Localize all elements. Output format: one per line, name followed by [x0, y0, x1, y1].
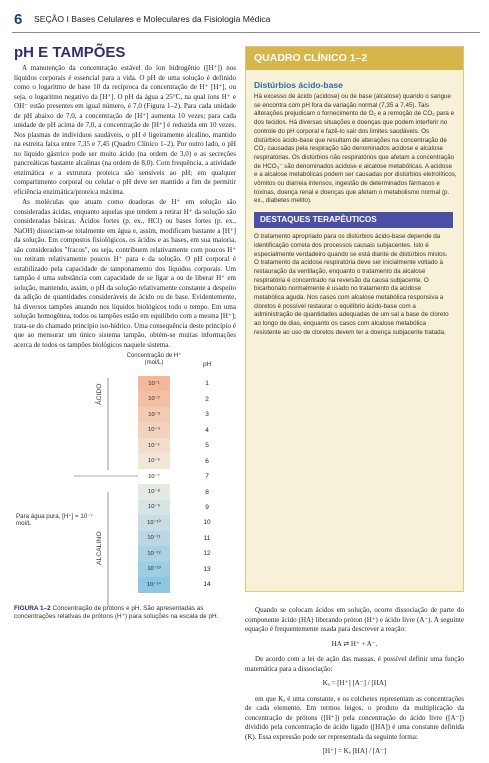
therapy-text: O tratamento apropriado para os distúrbios ácido-base depende da identificação correta dos processos causais subjacentes. Isto é especialmente verdadeiro quando se está diante de distúrbios mistos. O tratamento da acidose respiratória deve ser inicialmente voltado à restauração da ventilação, enquanto o tratamento da alcalose respiratória é concentrado na reversão da causa subjacente. O bicarbonato normalmente é usado no tratamento da acidose metabólica aguda. Nos casos com alcalose metabólica responsiva a cloretos é possível restaurar o equilíbrio ácido-base com a administração de quantidades adequadas de um sal a base de cloreto ao longo de dias, enquanto os casos com alcalose metabólica resistente ao uso de cloretos devem ter a doença subjacente tratada. — [254, 233, 449, 336]
concentration-cell: 10⁻¹⁴ — [138, 577, 170, 592]
concentration-cell: 10⁻⁹ — [138, 500, 170, 515]
paragraph-mass-action: De acordo com a lei de ação das massas, é possível definir uma função matemática para a dissociação: — [245, 655, 464, 673]
ph-value: 8 — [205, 488, 209, 496]
figure-caption — [14, 605, 236, 620]
ph-value: 2 — [205, 395, 209, 403]
paragraph-buffers: As moléculas que atuam como doadoras de H⁺ em solução são consideradas ácidas, enquanto aquelas que tendem a retirar H⁺ da solução são consideradas básicas. Ácidos fortes (p. ex., HCl) ou bases fortes (p. ex., NaOH) dissociam-se totalmente em água e, assim, modificam bastante a [H⁺] da solução. Em compostos fisiológicos, os ácidos e as bases, em sua maioria, são considerados "fracos", ou seja, contribuem relativamente com poucos H⁺ ou retiram relativamente poucos H⁺ para e da solução. O pH corporal é estabilizado pela capacidade de tamponamento dos líquidos corporais. Um tampão é uma substância com capacidade de se ligar a ou de liberar H⁺ em solução, mantendo, assim, o pH da solução relativamente constante a despeito da adição de quantidades consideráveis de ácido ou de base. Evidentemente, há diversos tampões atuando nos líquidos biológicos todo o tempo. Em uma solução homogênea, todos os tampões estão em equilíbrio com a mesma [H⁺]; trata-se do chamado princípio iso-hídrico. Uma consequência deste princípio é que ao mensurar um único sistema tampão, obtém-se muitas informações acerca de todos os tampões biológicos naquele sistema. — [14, 198, 236, 349]
concentration-cell: 10⁻¹¹ — [138, 531, 170, 546]
equation-ka: Kₐ = [H⁺] [A⁻] / [HA] — [322, 679, 387, 687]
running-head: SEÇÃO I Bases Celulares e Moleculares da Fisiologia Médica — [34, 14, 271, 24]
paragraph-dissociation: Quando se colocam ácidos em solução, ocorre dissociação de parte do componente ácido (HA) liberando próton (H⁺) e ácido livre (A⁻). A seguinte equação é frequentemente usada para descrever a reação: — [245, 606, 464, 633]
ph-value: 6 — [205, 457, 209, 465]
equation-dissociation: HA ⇄ H⁺ + A⁻. — [331, 639, 378, 648]
concentration-cell: 10⁻⁶ — [138, 453, 170, 468]
ph-value: 14 — [203, 581, 211, 589]
paragraph-ka-explained: em que Kₐ é uma constante, e os colchetes representam as concentrações de cada elemento. Em termos leigos, o produto da multiplicação da concentração de prótons ([H⁺]) pela concentração do ácido livre ([A⁻]) dividido pela concentração de ácido ligado ([HA]) é uma constante definida (K). Essa expressão pode ser representada da seguinte forma: — [245, 694, 464, 741]
concentration-cell: 10⁻⁷ — [138, 469, 170, 484]
section-title: pH E TAMPÕES — [14, 44, 126, 61]
therapy-title: DESTAQUES TERAPÊUTICOS — [254, 212, 453, 228]
figure-ph-scale — [14, 345, 236, 625]
equation-h-concentration: [H⁺] = Kₐ [HA] / [A⁻] — [322, 747, 387, 755]
alkaline-label: ALCALINO — [96, 531, 103, 565]
concentration-cell: 10⁻³ — [138, 407, 170, 422]
ph-value: 12 — [203, 550, 211, 558]
right-lower-text — [245, 606, 464, 763]
ph-value: 5 — [205, 442, 209, 450]
concentration-cell: 10⁻⁸ — [138, 484, 170, 499]
figure-connector-lines — [14, 345, 236, 625]
clinical-box-text: Há excesso de ácido (acidose) ou de base (alcalose) quando o sangue se encontra com pH fora da variação normal (7,35 a 7,45). Tais alterações prejudicam o fornecimento de O₂ e a remoção de CO₂ para e dos tecidos. Há diversas situações e doenças que podem interferir no controle do pH corporal e fazê-lo sair dos limites saudáveis. Os distúrbios ácido-base que resultam de alterações na concentração de CO₂ causadas pela respiração são denominados acidose e alcalose respiratórias. Os distúrbios não respiratórios que afetam a concentração de HCO₃⁻ são denominados acidose e alcalose metabólicas. A acidose e a alcalose metabólicas podem ser causadas por distúrbios eletrolíticos, vômitos ou diarreia intensos, ingestão de determinados fármacos e toxinas, doença renal e doenças que afetam o metabolismo normal (p. ex., diabetes melito). — [254, 93, 457, 205]
ph-value: 11 — [203, 534, 211, 542]
concentration-cell: 10⁻¹ — [138, 376, 170, 391]
page-number: 6 — [14, 11, 23, 28]
concentration-column-title: Concentração de H⁺ (mol/L) — [126, 353, 182, 366]
concentration-cell: 10⁻¹² — [138, 546, 170, 561]
water-note: Para água pura, [H⁺] = 10⁻⁷ mol/L — [16, 513, 93, 528]
ph-value: 10 — [203, 519, 211, 527]
figure-caption-label: FIGURA 1–2 — [14, 605, 51, 612]
acid-label: ÁCIDO — [96, 383, 103, 405]
concentration-cell: 10⁻¹³ — [138, 562, 170, 577]
ph-value: 7 — [205, 473, 209, 481]
ph-value: 1 — [205, 380, 209, 388]
concentration-cell: 10⁻² — [138, 391, 170, 406]
ph-value: 13 — [203, 565, 211, 573]
ph-value: 4 — [205, 426, 209, 434]
concentration-cell: 10⁻⁵ — [138, 438, 170, 453]
header-rule — [12, 32, 480, 33]
paragraph-ph-definition: A manutenção da concentração estável do íon hidrogênio ([H⁺]) nos líquidos corporais é essencial para a vida. O pH de uma solução é definido como o logaritmo de base 10 da recíproca da concentração de H⁺ [H⁺], ou seja, o logaritmo negativo da [H⁺]. O pH da água a 25°C, na qual íons H⁺ e OH⁻ estão presentes em igual número, é 7,0 (Figura 1–2). Para cada unidade de pH abaixo de 7,0, a concentração de [H⁺] aumenta 10 vezes; para cada unidade de pH acima de 7,0, a concentração de [H⁺] é reduzida em 10 vezes. Nos plasmas de indivíduos saudáveis, o pH é ligeiramente alcalino, mantido na estreita faixa entre 7,35 e 7,45 (Quadro Clínico 1–2). Por outro lado, o pH no líquido gástrico pode ser muito ácido (na ordem de 3,0) e as secreções pancreáticas bastante alcalinas (na ordem de 8,0). Com frequência, a atividade enzimática e a estrutura proteica são sensíveis ao pH; em qualquer compartimento corporal ou celular o pH deve ser mantido a fim de permitir eficiência enzimática/proteica máxima. — [14, 64, 236, 196]
clinical-box — [245, 46, 464, 592]
ph-value: 9 — [205, 503, 209, 511]
concentration-cell: 10⁻¹⁰ — [138, 515, 170, 530]
main-text-column — [14, 64, 236, 351]
figure-caption-text: Concentração de prótons e pH. São apresentadas as concentrações relativas de prótons (H⁺) para soluções na escala de pH. — [14, 605, 219, 620]
clinical-box-subtitle: Distúrbios ácido-base — [254, 80, 343, 90]
ph-value: 3 — [205, 411, 209, 419]
concentration-cell: 10⁻⁴ — [138, 422, 170, 437]
clinical-box-title: QUADRO CLÍNICO 1–2 — [246, 47, 463, 70]
running-header — [12, 10, 480, 34]
ph-column-title: pH — [203, 361, 212, 368]
